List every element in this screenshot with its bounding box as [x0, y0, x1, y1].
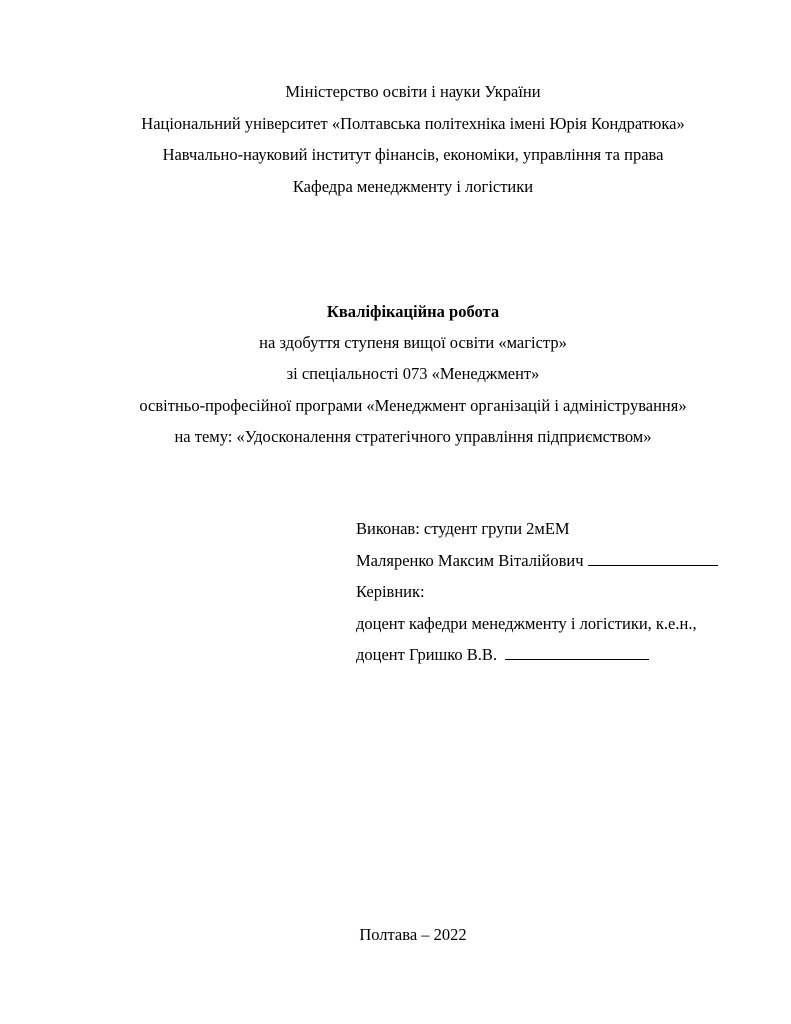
student-name: Маляренко Максим Віталійович	[356, 551, 584, 570]
work-title: Кваліфікаційна робота	[326, 302, 500, 321]
supervisor-position-line: доцент кафедри менеджменту і логістики, к.е.н.,	[356, 614, 697, 633]
program-line: освітньо-професійної програми «Менеджмент організацій і адміністрування»	[139, 396, 687, 415]
student-name-line	[356, 551, 718, 571]
supervisor-signature-line	[505, 645, 649, 660]
student-signature-line	[588, 551, 718, 566]
supervisor-name-line	[356, 645, 649, 665]
performed-by-line: Виконав: студент групи 2мЕМ	[356, 519, 570, 538]
supervisor-label: Керівник:	[356, 582, 425, 601]
ministry-line: Міністерство освіти і науки України	[285, 82, 541, 101]
institute-line: Навчально-науковий інститут фінансів, економіки, управління та права	[162, 145, 664, 164]
city-year: Полтава – 2022	[359, 925, 467, 944]
degree-line: на здобуття ступеня вищої освіти «магістр»	[259, 333, 567, 352]
supervisor-name: доцент Гришко В.В.	[356, 645, 498, 664]
specialty-line: зі спеціальності 073 «Менеджмент»	[286, 364, 540, 383]
university-line: Національний університет «Полтавська політехніка імені Юрія Кондратюка»	[141, 114, 685, 133]
topic-line: на тему: «Удосконалення стратегічного управління підприємством»	[174, 427, 652, 446]
department-line: Кафедра менеджменту і логістики	[292, 177, 534, 196]
